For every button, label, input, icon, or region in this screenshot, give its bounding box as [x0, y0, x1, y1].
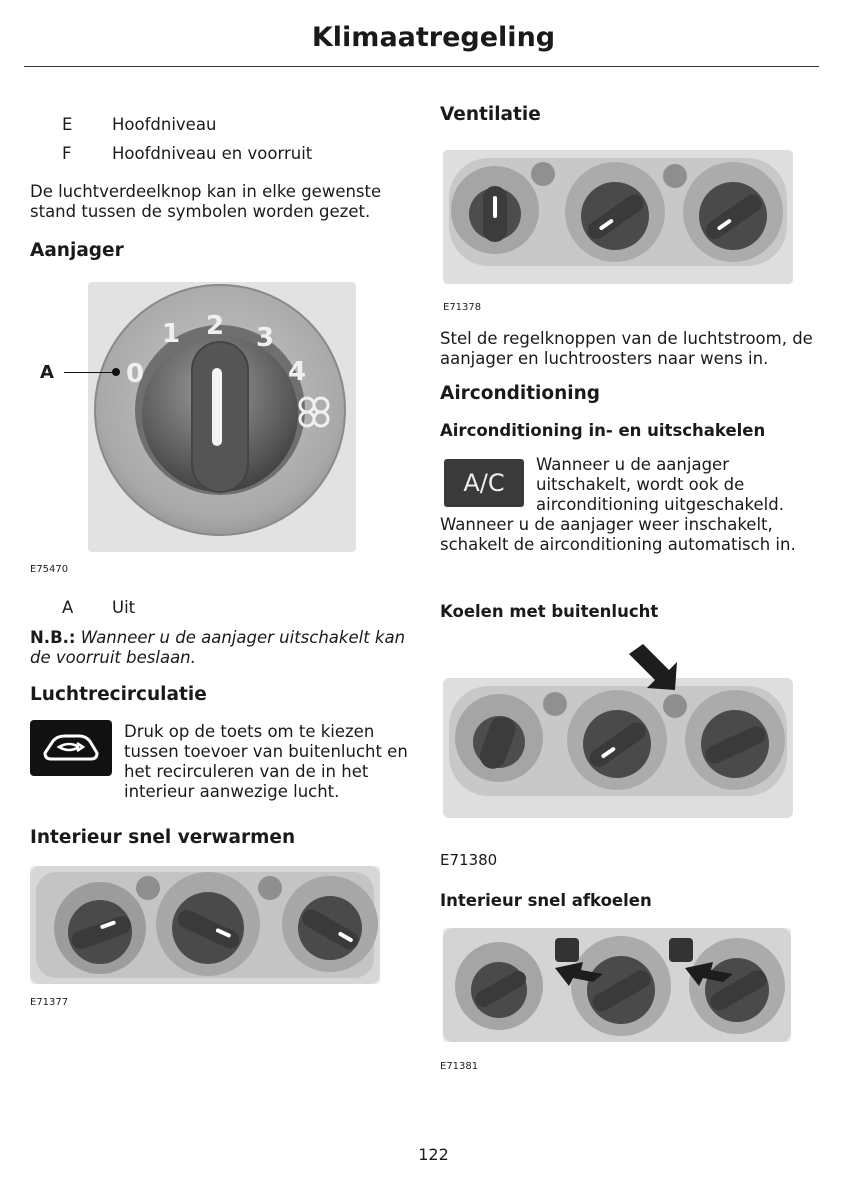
callout-dot [112, 368, 120, 376]
legend-text-f: Hoofdniveau en voorruit [112, 144, 313, 163]
recirculation-text: Druk op de toets om te kiezen tussen toevoer van buitenlucht en het recirculeren van de in het interieur aanwezige lucht. [124, 722, 408, 801]
legend-text-e: Hoofdniveau [112, 115, 217, 134]
blower-dial-illustration [88, 282, 356, 552]
panel-illustration-cooling-outside [443, 640, 793, 818]
dial-number-4: 4 [288, 357, 307, 387]
panel-illustration-ventilation [443, 150, 793, 284]
legend-key-a: A [62, 598, 74, 617]
ac-float-spacer [440, 455, 536, 511]
figure-caption-e71380: E71380 [440, 851, 498, 869]
figure-caption-e71381: E71381 [440, 1061, 479, 1072]
subheading-airco-toggle: Airconditioning in- en uitschakelen [440, 421, 766, 440]
heading-snel-afkoelen: Interieur snel afkoelen [440, 891, 652, 910]
ac-button-icon: A/C [444, 459, 524, 507]
note [30, 628, 410, 668]
heading-ventilatie: Ventilatie [440, 104, 541, 125]
panel-illustration-fast-cool [443, 928, 791, 1042]
note-label: N.B.: [30, 628, 76, 647]
dial-number-1: 1 [162, 319, 181, 349]
legend-key-f: F [62, 144, 72, 163]
header-rule [24, 66, 819, 67]
page-title: Klimaatregeling [311, 22, 556, 53]
page-number: 122 [418, 1145, 449, 1164]
legend-text-a: Uit [112, 598, 136, 617]
ventilation-text: Stel de regelknoppen van de luchtstroom, de aanjager en luchtroosters naar wens in. [440, 329, 813, 368]
figure-caption-e71377: E71377 [30, 997, 69, 1008]
note-text: Wanneer u de aanjager uitschakelt kan de voorruit beslaan. [30, 628, 406, 667]
heading-luchtrecirculatie: Luchtrecirculatie [30, 684, 207, 705]
heading-airconditioning: Airconditioning [440, 383, 601, 404]
heading-koelen-buitenlucht: Koelen met buitenlucht [440, 602, 659, 621]
callout-a: A [40, 362, 54, 383]
recirculation-icon [30, 720, 112, 776]
callout-line [64, 372, 114, 373]
heading-aanjager: Aanjager [30, 240, 124, 261]
paragraph-distribution: De luchtverdeelknop kan in elke gewenste stand tussen de symbolen worden gezet. [30, 182, 382, 221]
dial-number-0: 0 [126, 359, 145, 389]
legend-key-e: E [62, 115, 73, 134]
panel-illustration-heat [30, 866, 380, 984]
dial-number-2: 2 [206, 311, 225, 341]
figure-caption-e75470: E75470 [30, 564, 69, 575]
airco-text-content: Wanneer u de aanjager uitschakelt, wordt ook de airconditioning uitgeschakeld. Wanneer u de aanjager weer inschakelt, schakelt de airconditioning automatisch in. [440, 455, 796, 554]
figure-caption-e71378: E71378 [443, 302, 482, 313]
airco-text [440, 455, 820, 555]
heading-snel-verwarmen: Interieur snel verwarmen [30, 827, 296, 848]
dial-number-3: 3 [256, 323, 275, 353]
